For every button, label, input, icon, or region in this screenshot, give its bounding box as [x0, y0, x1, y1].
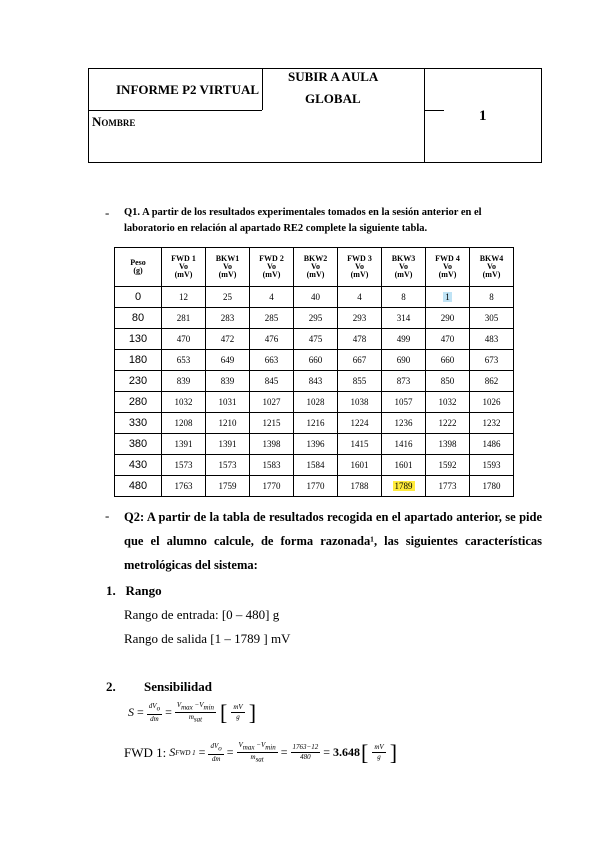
voltage-cell: 8: [470, 287, 514, 308]
weight-cell: 380: [115, 434, 162, 455]
column-header: BKW3 Vo (mV): [382, 248, 426, 287]
table-row: [115, 392, 514, 413]
voltage-cell: 470: [162, 329, 206, 350]
column-header: BKW2 Vo (mV): [294, 248, 338, 287]
voltage-cell: 660: [294, 350, 338, 371]
voltage-cell: 845: [250, 371, 294, 392]
fwd1-sensitivity-result: 3.648: [333, 745, 361, 760]
voltage-cell: 283: [206, 308, 250, 329]
table-body: [115, 287, 514, 497]
voltage-cell: 1593: [470, 455, 514, 476]
rango-heading: 1. Rango: [106, 583, 162, 598]
voltage-cell: 1486: [470, 434, 514, 455]
table-header-row: [115, 248, 514, 287]
voltage-cell: 1416: [382, 434, 426, 455]
voltage-cell: 475: [294, 329, 338, 350]
voltage-cell: 1398: [250, 434, 294, 455]
voltage-cell: 1789: [382, 476, 426, 497]
voltage-cell: 1573: [162, 455, 206, 476]
voltage-cell: 839: [206, 371, 250, 392]
sensibilidad-heading: Sensibilidad: [144, 679, 212, 694]
table-row: [115, 434, 514, 455]
voltage-cell: 1573: [206, 455, 250, 476]
column-header: BKW4 Vo (mV): [470, 248, 514, 287]
voltage-cell: 1770: [294, 476, 338, 497]
voltage-cell: 1032: [426, 392, 470, 413]
column-header: Peso (g): [115, 248, 162, 287]
weight-cell: 80: [115, 308, 162, 329]
table-row: [115, 329, 514, 350]
weight-cell: 180: [115, 350, 162, 371]
voltage-cell: 4: [250, 287, 294, 308]
voltage-cell: 40: [294, 287, 338, 308]
voltage-cell: 1236: [382, 413, 426, 434]
voltage-cell: 8: [382, 287, 426, 308]
voltage-cell: 285: [250, 308, 294, 329]
sensibilidad-number: 2.: [106, 679, 116, 694]
voltage-cell: 1222: [426, 413, 470, 434]
voltage-cell: 1391: [206, 434, 250, 455]
voltage-cell: 305: [470, 308, 514, 329]
table-row: [115, 287, 514, 308]
q1-text: Q1. A partir de los resultados experimentales tomados en la sesión anterior en el laboratorio en relación al apartado RE2 complete la siguiente tabla.: [124, 207, 482, 234]
voltage-cell: 839: [162, 371, 206, 392]
name-label: Nombre: [92, 114, 136, 129]
column-header: FWD 4 Vo (mV): [426, 248, 470, 287]
sensitivity-formula: S = $\frac{dV_o}{dm}$ = $\frac{V_{max} -V_{min}}{m_{sat}}$ [ $\frac{mV}{g}$ ]: [128, 699, 257, 725]
voltage-cell: 1584: [294, 455, 338, 476]
voltage-cell: 1780: [470, 476, 514, 497]
voltage-cell: 478: [338, 329, 382, 350]
rango-salida: Rango de salida [1 – 1789 ] mV: [124, 631, 291, 646]
report-subtitle-line2: GLOBAL: [305, 91, 361, 106]
weight-cell: 430: [115, 455, 162, 476]
voltage-cell: 1583: [250, 455, 294, 476]
voltage-cell: 1763: [162, 476, 206, 497]
voltage-cell: 1773: [426, 476, 470, 497]
voltage-cell: 663: [250, 350, 294, 371]
voltage-cell: 1770: [250, 476, 294, 497]
report-title: INFORME P2 VIRTUAL: [116, 82, 260, 97]
voltage-cell: 1027: [250, 392, 294, 413]
table-row: [115, 455, 514, 476]
column-header: BKW1 Vo (mV): [206, 248, 250, 287]
q1-bullet: -: [105, 205, 110, 220]
voltage-cell: 855: [338, 371, 382, 392]
voltage-cell: 1601: [382, 455, 426, 476]
weight-cell: 130: [115, 329, 162, 350]
voltage-cell: 1592: [426, 455, 470, 476]
voltage-cell: 499: [382, 329, 426, 350]
voltage-cell: 1057: [382, 392, 426, 413]
voltage-cell: 1032: [162, 392, 206, 413]
voltage-cell: 667: [338, 350, 382, 371]
table-row: [115, 413, 514, 434]
voltage-cell: 1759: [206, 476, 250, 497]
weight-cell: 230: [115, 371, 162, 392]
voltage-cell: 25: [206, 287, 250, 308]
voltage-cell: 1398: [426, 434, 470, 455]
voltage-cell: 483: [470, 329, 514, 350]
voltage-cell: 1391: [162, 434, 206, 455]
table-row: [115, 371, 514, 392]
rango-entrada: Rango de entrada: [0 – 480] g: [124, 607, 280, 622]
voltage-cell: 1215: [250, 413, 294, 434]
page-number: 1: [479, 108, 487, 124]
voltage-cell: 472: [206, 329, 250, 350]
voltage-cell: 290: [426, 308, 470, 329]
voltage-cell: 673: [470, 350, 514, 371]
voltage-cell: 653: [162, 350, 206, 371]
table-row: [115, 308, 514, 329]
voltage-cell: 476: [250, 329, 294, 350]
voltage-cell: 1601: [338, 455, 382, 476]
voltage-cell: 1026: [470, 392, 514, 413]
voltage-cell: 1788: [338, 476, 382, 497]
voltage-cell: 1224: [338, 413, 382, 434]
voltage-cell: 1208: [162, 413, 206, 434]
table-row: [115, 476, 514, 497]
voltage-cell: 4: [338, 287, 382, 308]
voltage-cell: 873: [382, 371, 426, 392]
voltage-cell: 470: [426, 329, 470, 350]
fwd1-sensitivity-formula: FWD 1: S FWD 1 = $\frac{dV_o}{dm}$ = $\frac{V_{max} -V_{min}}{m_{sat}}$ = $\frac{1763-12}{480}$ = 3.648 [ $\frac{mV}{g}$ ]: [124, 739, 398, 765]
voltage-cell: 690: [382, 350, 426, 371]
weight-cell: 330: [115, 413, 162, 434]
q2-text: Q2: A partir de la tabla de resultados recogida en el apartado anterior, se pide que el alumno calcule, de forma razonada¹, las siguientes características metrológicas del sistema:: [124, 510, 542, 572]
voltage-cell: 295: [294, 308, 338, 329]
voltage-cell: 293: [338, 308, 382, 329]
voltage-cell: 1038: [338, 392, 382, 413]
voltage-cell: 862: [470, 371, 514, 392]
weight-cell: 280: [115, 392, 162, 413]
voltage-cell: 1031: [206, 392, 250, 413]
weight-cell: 0: [115, 287, 162, 308]
results-table: [114, 247, 514, 497]
voltage-cell: 12: [162, 287, 206, 308]
voltage-cell: 649: [206, 350, 250, 371]
q2-bullet: -: [105, 508, 110, 523]
voltage-cell: 1028: [294, 392, 338, 413]
voltage-cell: 660: [426, 350, 470, 371]
voltage-cell: 314: [382, 308, 426, 329]
voltage-cell: 1232: [470, 413, 514, 434]
voltage-cell: 850: [426, 371, 470, 392]
column-header: FWD 1 Vo (mV): [162, 248, 206, 287]
voltage-cell: 281: [162, 308, 206, 329]
voltage-cell: 1396: [294, 434, 338, 455]
voltage-cell: 843: [294, 371, 338, 392]
voltage-cell: 1: [426, 287, 470, 308]
column-header: FWD 2 Vo (mV): [250, 248, 294, 287]
column-header: FWD 3 Vo (mV): [338, 248, 382, 287]
voltage-cell: 1415: [338, 434, 382, 455]
table-row: [115, 350, 514, 371]
voltage-cell: 1216: [294, 413, 338, 434]
voltage-cell: 1210: [206, 413, 250, 434]
weight-cell: 480: [115, 476, 162, 497]
report-subtitle-line1: SUBIR A AULA: [288, 69, 379, 84]
